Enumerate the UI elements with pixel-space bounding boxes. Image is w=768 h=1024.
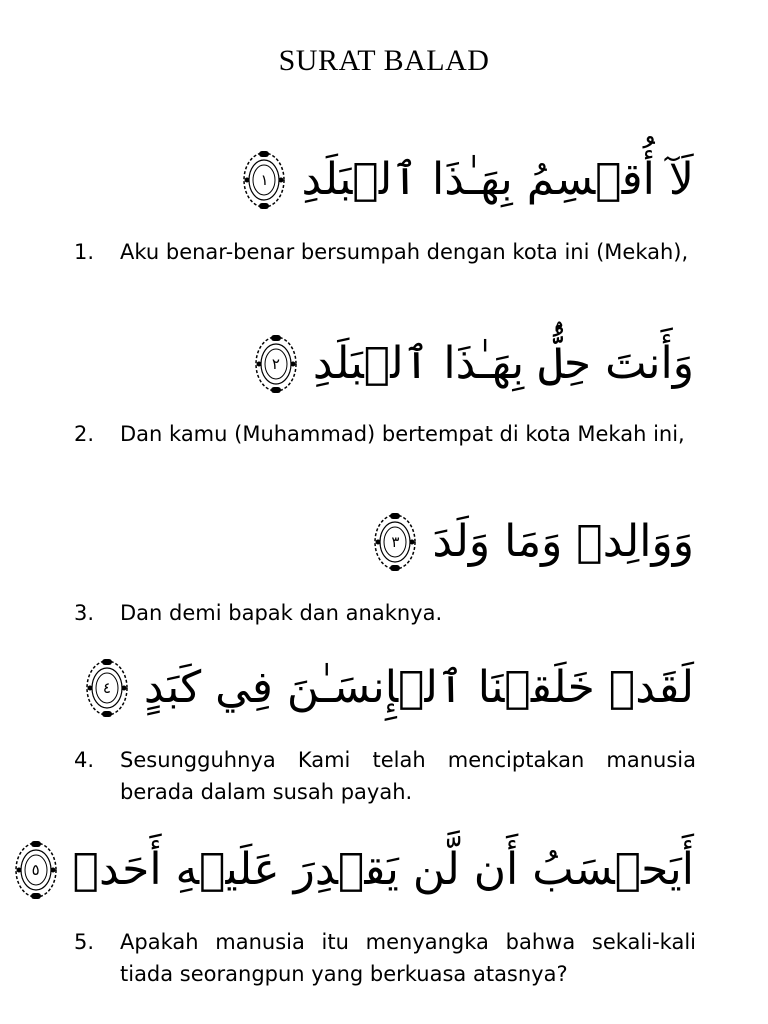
ayah-end-marker-icon (84, 657, 130, 719)
ayah-1-arabic: لَآ أُقۡسِمُ بِهَـٰذَا ٱلۡبَلَدِ (301, 154, 694, 205)
ayah-5-marker-number: ٥ (31, 861, 40, 879)
translation-2-text: Dan kamu (Muhammad) bertempat di kota Mekah ini, (120, 422, 685, 446)
translation-3 (74, 597, 696, 629)
translation-5-text: Apakah manusia itu menyangka bahwa sekali-kali tiada seorangpun yang berkuasa atasnya? (120, 930, 696, 986)
translation-2-number: 2. (74, 422, 95, 446)
ayah-2-marker-number: ٢ (271, 355, 280, 373)
translation-4 (74, 744, 696, 808)
ayah-5-arabic: أَيَحۡسَبُ أَن لَّن يَقۡدِرَ عَلَيۡهِ أَحَدٞ (72, 844, 694, 895)
ayah-end-marker-icon (253, 333, 299, 395)
ayah-4-arabic: لَقَدۡ خَلَقۡنَا ٱلۡإِنسَـٰنَ فِي كَبَدٍ (143, 662, 694, 713)
translation-4-text: Sesungguhnya Kami telah menciptakan manusia berada dalam susah payah. (120, 748, 696, 804)
translation-3-number: 3. (74, 601, 95, 625)
translation-5-number: 5. (74, 930, 95, 954)
translation-4-number: 4. (74, 748, 95, 772)
ayah-end-marker-icon (372, 511, 418, 573)
translation-3-text: Dan demi bapak dan anaknya. (120, 601, 443, 625)
ayah-1 (241, 138, 694, 222)
translation-1-number: 1. (74, 240, 95, 264)
ayah-end-marker-icon (13, 839, 59, 901)
ayah-end-marker-icon (241, 149, 287, 211)
ayah-3-arabic: وَوَالِدٖ وَمَا وَلَدَ (432, 516, 694, 567)
page-title: SURAT BALAD (278, 44, 490, 77)
ayah-5 (13, 828, 694, 912)
ayah-2-arabic: وَأَنتَ حِلُّۢ بِهَـٰذَا ٱلۡبَلَدِ (312, 338, 694, 389)
ayah-3 (372, 500, 694, 584)
translation-5 (74, 926, 696, 990)
translation-2 (74, 418, 696, 450)
translation-1 (74, 236, 696, 268)
translation-1-text: Aku benar-benar bersumpah dengan kota ini (Mekah), (120, 240, 689, 264)
ayah-3-marker-number: ٣ (391, 533, 400, 551)
ayah-4 (84, 646, 694, 730)
ayah-4-marker-number: ٤ (102, 679, 111, 697)
ayah-2 (253, 322, 694, 406)
ayah-1-marker-number: ١ (260, 171, 269, 189)
